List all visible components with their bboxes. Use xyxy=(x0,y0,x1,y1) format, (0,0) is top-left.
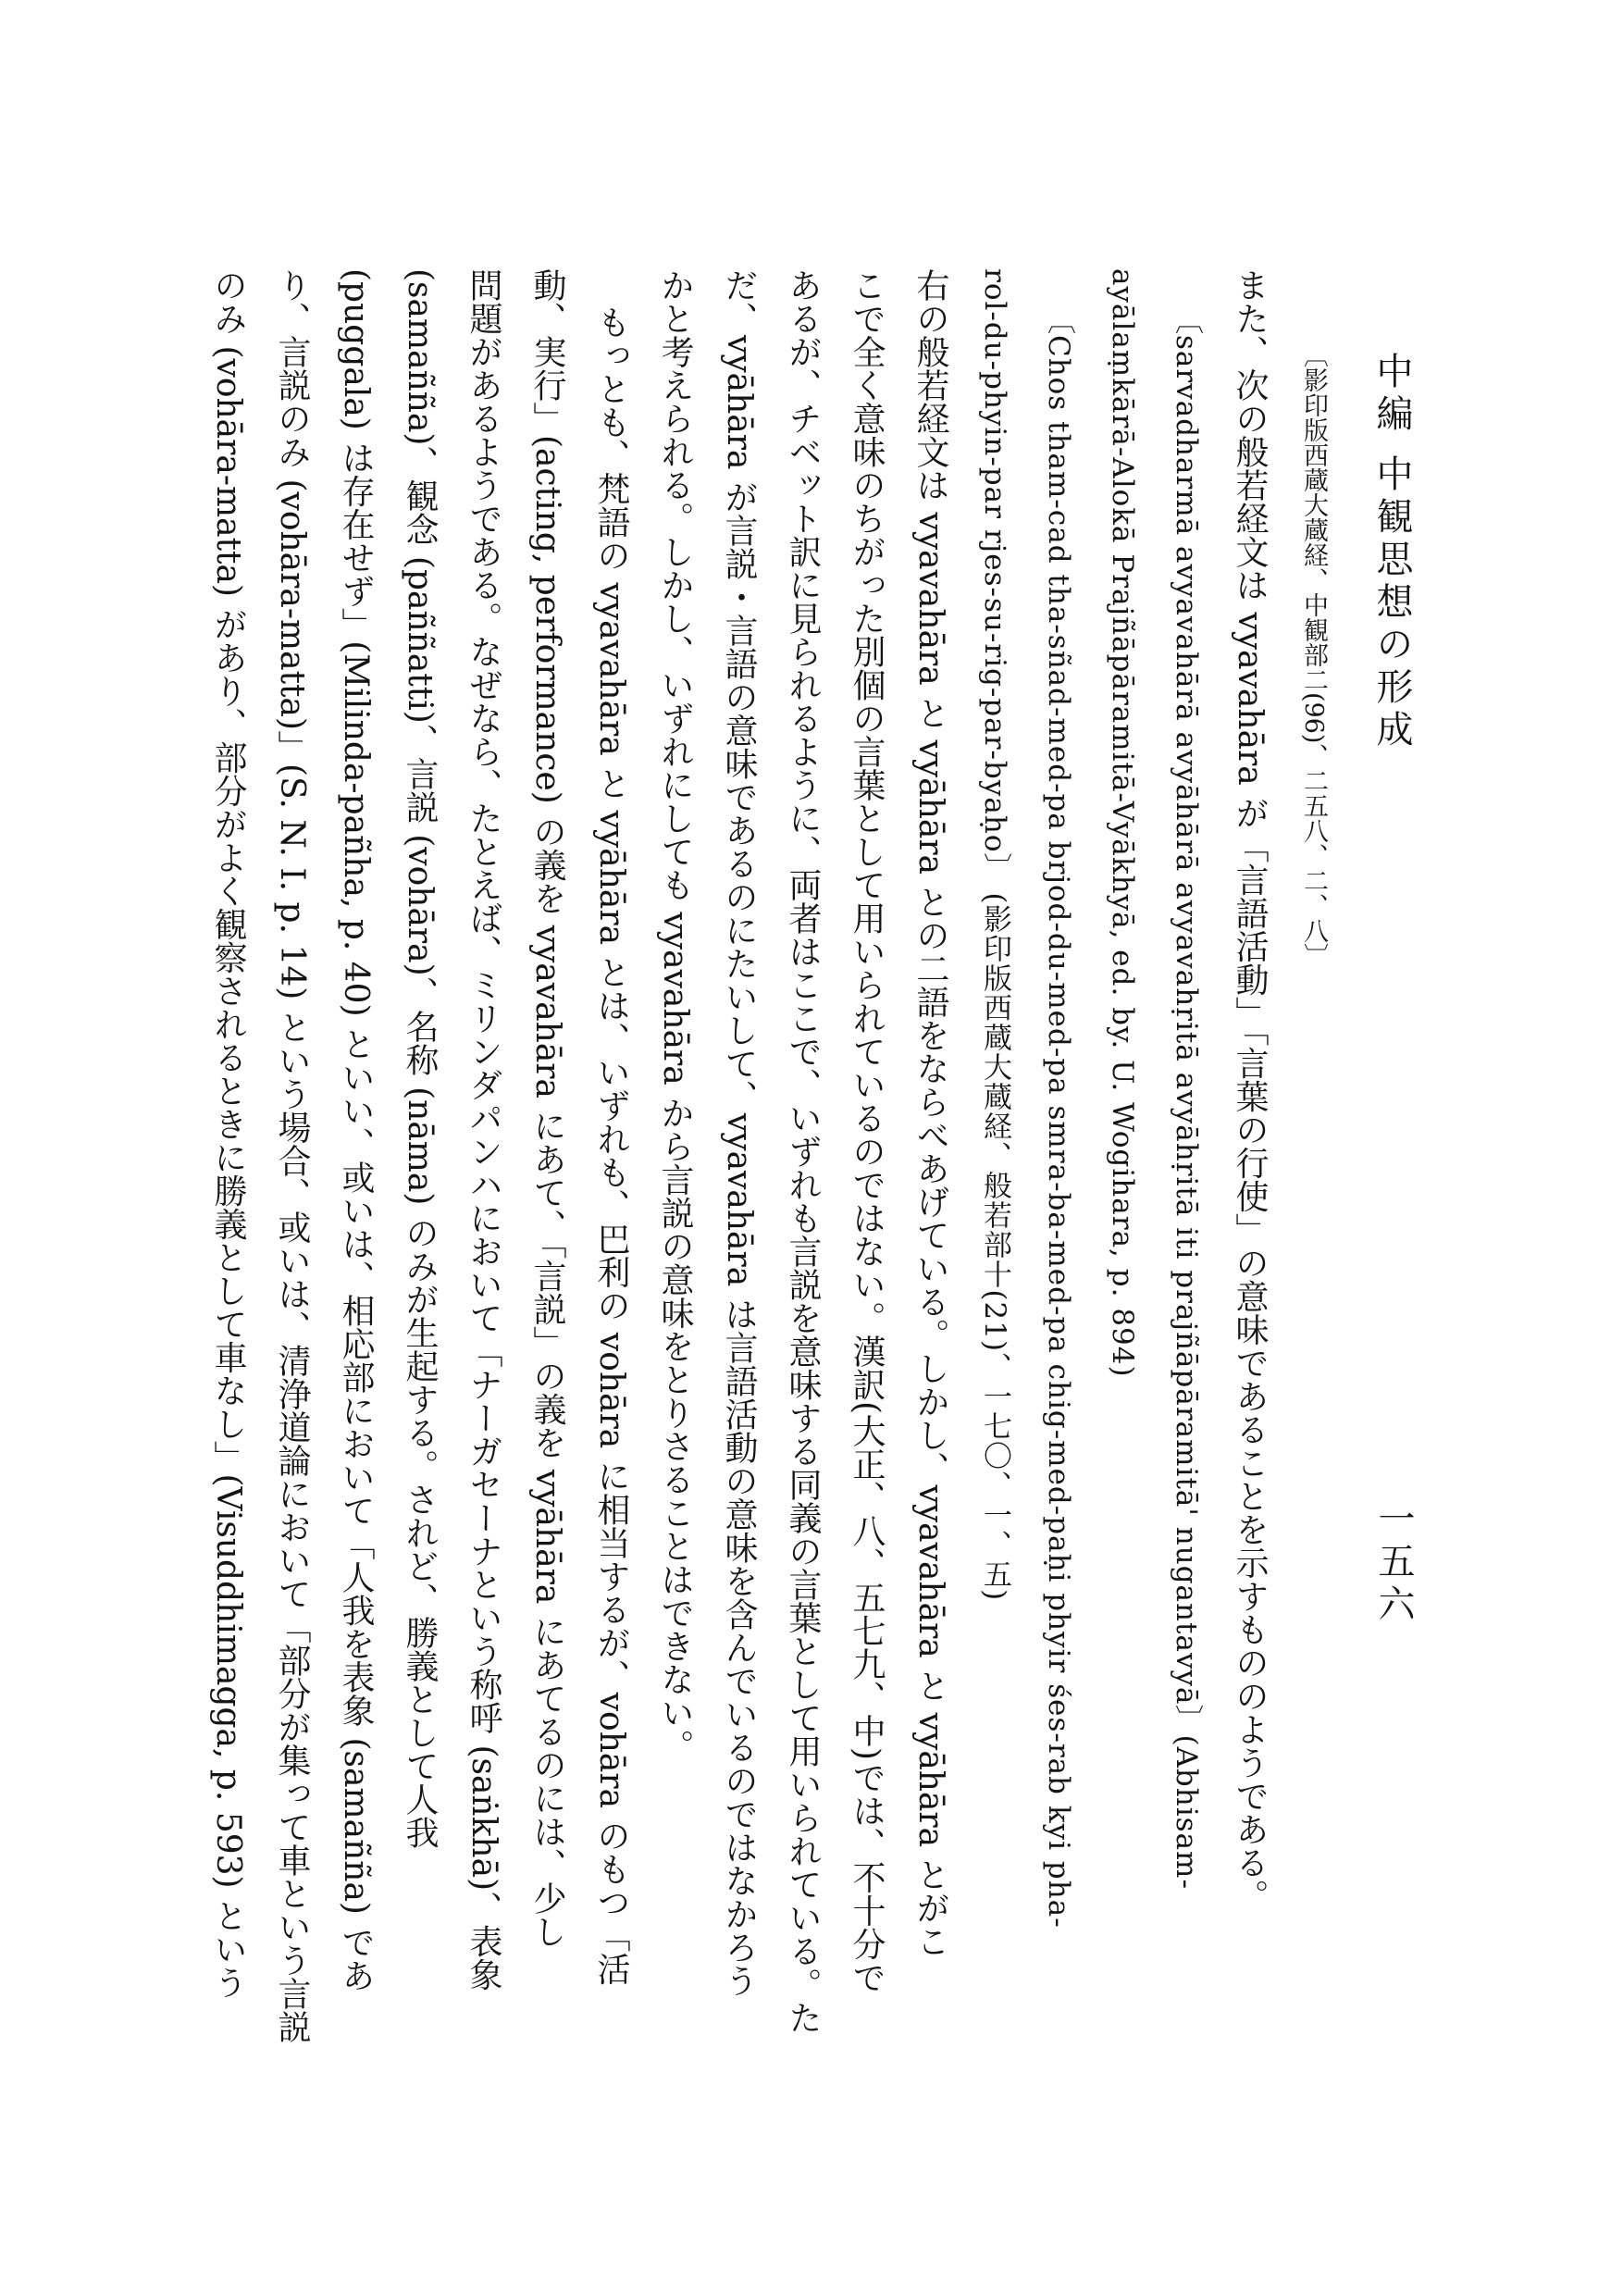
text-line: かと考えられる。しかし、いずれにしても vyavahāra から言説の意味をとりさることはできない。 xyxy=(656,268,694,1763)
text-line: こで全く意味のちがった別個の言葉として用いられているのではない。漢訳(大正、八、五七九、中)では、不十分で xyxy=(848,268,886,1994)
text-line: もっとも、梵語の vyavahāra と vyāhāra とは、いずれも、巴利の vohāra に相当するが、vohāra のもつ「活 xyxy=(592,305,630,1986)
text-line: ayālaṃkārā-Alokā Prajñāpāramitā-Vyākhyā, ed. by. U. Wogihara, p. 894) xyxy=(1106,268,1139,1378)
running-header: 中編 中観思想の形成 xyxy=(1370,352,1413,752)
text-line: (puggala) は存在せず」(Milinda-pañha, p. 40) といい、或いは、相応部において「人我を表象 (samañña) であ xyxy=(337,268,375,1992)
text-line: また、次の般若経文は vyavahāra が「言語活動」「言葉の行使」の意味であることを示すもののようである。 xyxy=(1231,268,1269,1913)
text-line: 右の般若経文は vyavahāra と vyāhāra との二語をならべあげている。しかし、vyavahāra と vyāhāra とがこ xyxy=(911,268,949,1958)
text-line: だ、vyāhāra が言説・言語の意味であるのにたいして、vyavahāra は言語活動の意味を含んでいるのではなかろう xyxy=(720,268,758,1997)
text-line: rol-du-phyin-par rjes-su-rig-par-byaḥo〕 (影印版西蔵大蔵経、般若部十(21)、一七〇、一、五) xyxy=(978,268,1011,1602)
body-text xyxy=(209,268,1345,2043)
text-line: 〔sarvadharmā avyavahārā avyāhārā avyavahṛitā avyāhṛitā iti prajñāpāramitā' nugantavyā〕(Abhisam- xyxy=(1170,305,1203,1890)
text-line: 問題があるようである。なぜなら、たとえば、ミリンダパンハにおいて「ナーガセーナという称呼 (saṅkhā)、表象 xyxy=(465,268,502,1992)
text-line: 〔影印版西蔵大蔵経、中観部二(96)、二五八、二、八〕 xyxy=(1299,342,1328,969)
text-line: り、言説のみ (vohāra-matta)」(S. N. I. p. 14) という場合、或いは、清浄道論において「部分が集って車という言説 xyxy=(273,268,311,2043)
text-line: のみ (vohāra-matta) があり、部分がよく観察されるときに勝義として車なし」(Visuddhimagga, p. 593) という xyxy=(209,268,247,2000)
text-line: (samañña)、観念 (paññatti)、言説 (vohāra)、名称 (nāma) のみが生起する。されど、勝義として人我 xyxy=(401,268,439,1849)
text-line: あるが、チベット訳に見られるように、両者はここで、いずれも言説を意味する同義の言葉として用いられている。た xyxy=(784,268,822,2034)
page-number: 一五六 xyxy=(1372,1499,1415,1627)
text-line: 〔Chos tham-cad tha-sñad-med-pa brjod-du-med-pa smra-ba-med-pa chig-med-paḥi phyir śes-rab kyi pha- xyxy=(1042,305,1075,1929)
text-line: 動、実行」(acting, performance) の義を vyavahāra にあて、「言説」の義を vyāhāra にあてるのには、少し xyxy=(528,268,566,1948)
